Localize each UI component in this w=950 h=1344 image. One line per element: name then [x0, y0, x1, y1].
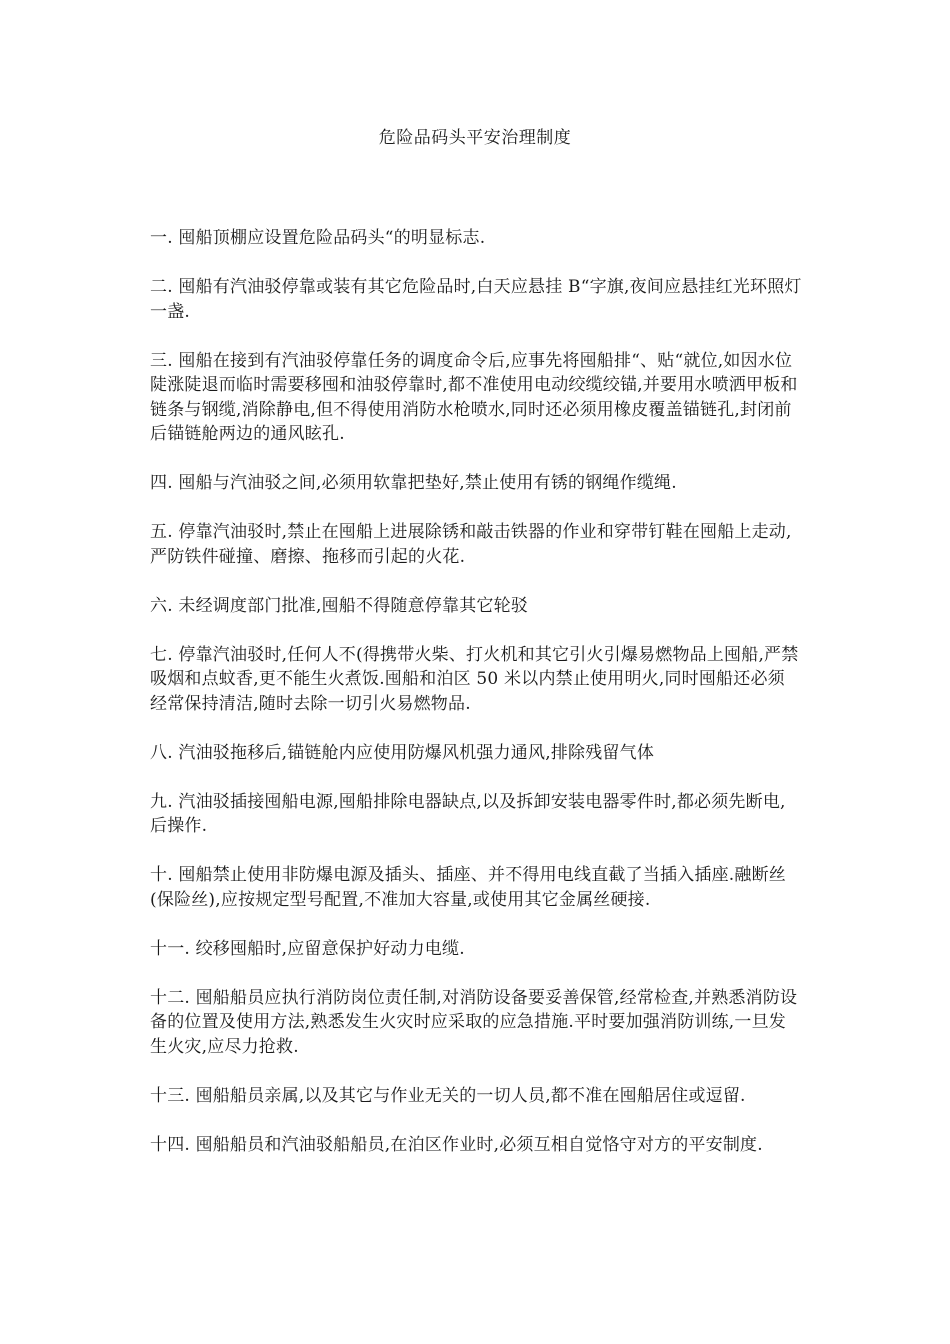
rule-item-2: 二. 囤船有汽油驳停靠或装有其它危险品时,白天应悬挂 B“字旗,夜间应悬挂红光环照灯一盏. — [150, 277, 802, 322]
document-body — [150, 226, 802, 1182]
rule-item-12: 十二. 囤船船员应执行消防岗位责任制,对消防设备要妥善保管,经常检查,并熟悉消防设备的位置及使用方法,熟悉发生火灾时应采取的应急措施.平时要加强消防训练,一旦发生火灾,应尽力抢救. — [150, 987, 798, 1057]
rule-item-10: 十. 囤船禁止使用非防爆电源及插头、插座、并不得用电线直截了当插入插座.融断丝(保险丝),应按规定型号配置,不准加大容量,或使用其它金属丝硬接. — [150, 865, 787, 910]
rule-item-4: 四. 囤船与汽油驳之间,必须用软靠把垫好,禁止使用有锈的钢绳作缆绳. — [150, 473, 677, 493]
rule-item-14: 十四. 囤船船员和汽油驳船船员,在泊区作业时,必须互相自觉恪守对方的平安制度. — [150, 1134, 763, 1155]
rule-item-1: 一. 囤船顶棚应设置危险品码头“的明显标志. — [150, 228, 486, 248]
rule-item-5: 五. 停靠汽油驳时,禁止在囤船上进展除锈和敲击铁器的作业和穿带钉鞋在囤船上走动,严防铁件碰撞、磨擦、拖移而引起的火花. — [150, 522, 792, 567]
rule-item-7: 七. 停靠汽油驳时,任何人不(得携带火柴、打火机和其它引火引爆易燃物品上囤船,严禁吸烟和点蚊香,更不能生火煮饭.囤船和泊区 50 米以内禁止使用明火,同时囤船还必须经常保持清洁,随时去除一切引火易燃物品. — [150, 644, 799, 714]
rule-item-9: 九. 汽油驳插接囤船电源,囤船排除电器缺点,以及拆卸安装电器零件时,都必须先断电,后操作. — [150, 791, 786, 836]
rule-item-3: 三. 囤船在接到有汽油驳停靠任务的调度命令后,应事先将囤船排“、贴“就位,如因水位陡涨陡退而临时需要移囤和油驳停靠时,都不准使用电动绞缆绞锚,并要用水喷洒甲板和链条与钢缆,消除静电,但不得使用消防水枪喷水,同时还必须用橡皮覆盖锚链孔,封闭前后锚链舱两边的通风眩孔. — [150, 350, 798, 444]
rule-item-6: 六. 未经调度部门批准,囤船不得随意停靠其它轮驳 — [150, 595, 529, 616]
rule-item-11: 十一. 绞移囤船时,应留意保护好动力电缆. — [150, 938, 465, 959]
rule-item-8: 八. 汽油驳拖移后,锚链舱内应使用防爆风机强力通风,排除残留气体 — [150, 742, 655, 763]
rule-item-13: 十三. 囤船船员亲属,以及其它与作业无关的一切人员,都不准在囤船居住或逗留. — [150, 1085, 746, 1106]
document-title: 危险品码头平安治理制度 — [378, 128, 572, 148]
